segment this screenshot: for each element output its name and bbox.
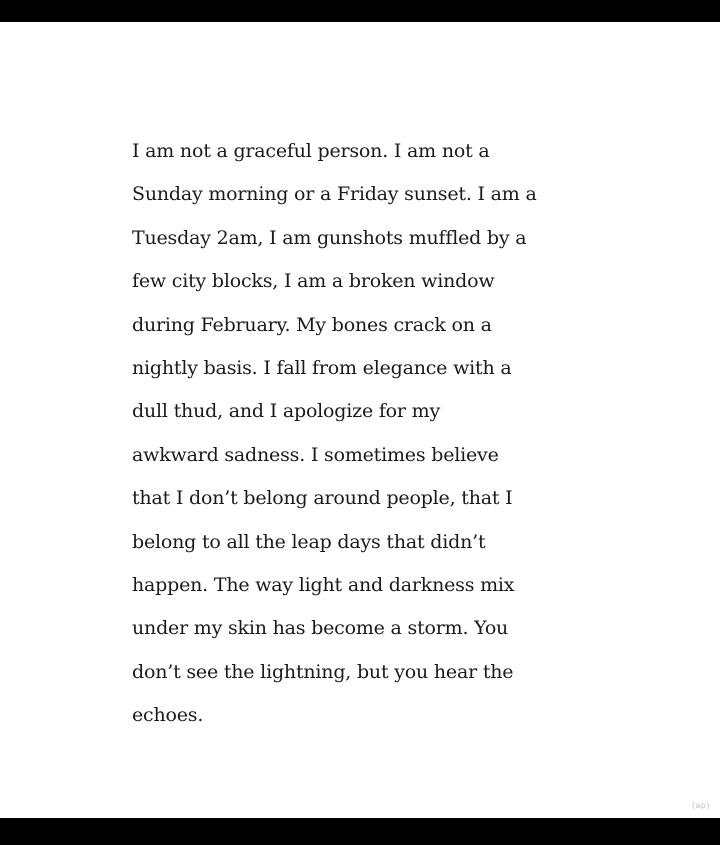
poem-line: don’t see the lightning, but you hear the [132,660,514,683]
poem-line: belong to all the leap days that didn’t [132,530,486,553]
poem-line: echoes. [132,704,204,727]
poem-line: few city blocks, I am a broken window [132,270,495,293]
poem-line: that I don’t belong around people, that I [132,487,513,510]
poem-line: under my skin has become a storm. You [132,617,509,640]
text-page [0,22,720,818]
poem-line: awkward sadness. I sometimes believe [132,443,499,466]
poem-line: during February. My bones crack on a [132,313,492,336]
poem-line: nightly basis. I fall from elegance with a [132,357,512,380]
poem-line: dull thud, and I apologize for my [132,400,440,423]
poem-line: Tuesday 2am, I am gunshots muffled by a [132,226,527,249]
watermark: (ap) [691,801,710,810]
poem-line: Sunday morning or a Friday sunset. I am a [132,183,537,206]
poem-line: I am not a graceful person. I am not a [132,140,490,162]
poem-line: happen. The way light and darkness mix [132,574,515,597]
poem-text [132,130,612,738]
